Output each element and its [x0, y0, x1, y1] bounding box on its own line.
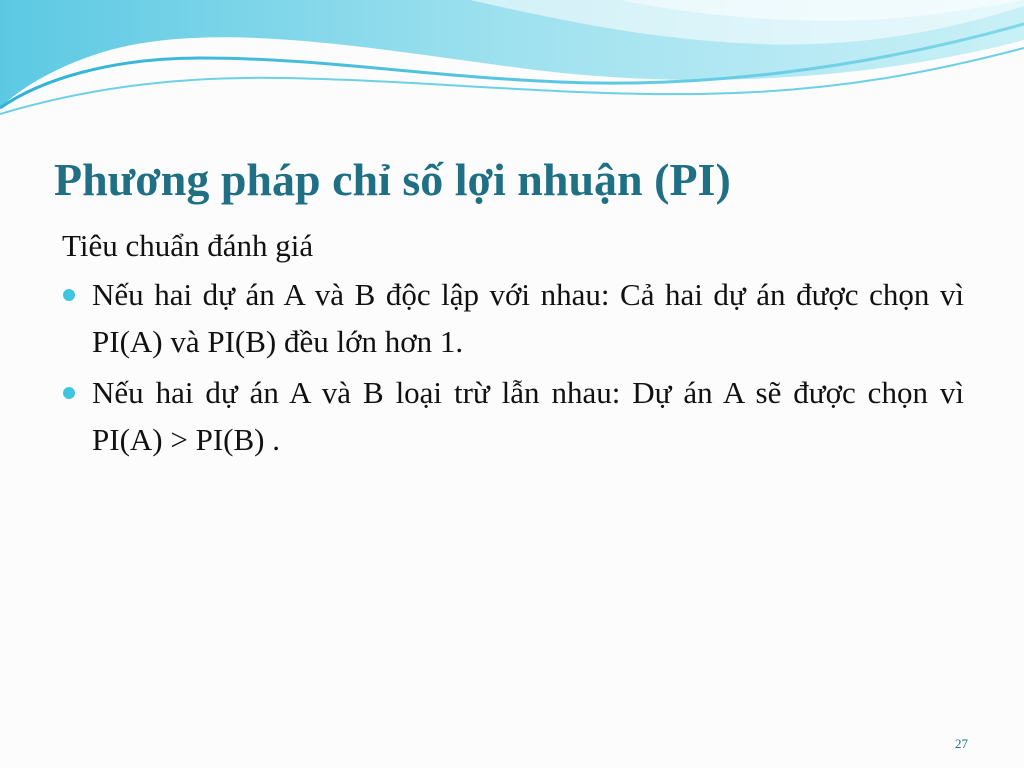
- bullet-text: Nếu hai dự án A và B độc lập với nhau: Cả hai dự án được chọn vì PI(A) và PI(B) đều lớn hơn 1.: [92, 277, 964, 359]
- header-wave-decoration: [0, 0, 1024, 120]
- bullet-list: [62, 271, 964, 463]
- bullet-item: [62, 369, 964, 463]
- slide-title: Phương pháp chỉ số lợi nhuận (PI): [54, 154, 731, 205]
- intro-text: Tiêu chuẩn đánh giá: [62, 228, 314, 263]
- bullet-text: Nếu hai dự án A và B loại trừ lẫn nhau: Dự án A sẽ được chọn vì PI(A) > PI(B) .: [92, 375, 964, 457]
- bullet-item: [62, 271, 964, 365]
- slide-body: [62, 222, 964, 467]
- bullet-dot-icon: [63, 289, 75, 301]
- page-number: 27: [955, 736, 968, 751]
- bullet-dot-icon: [63, 387, 75, 399]
